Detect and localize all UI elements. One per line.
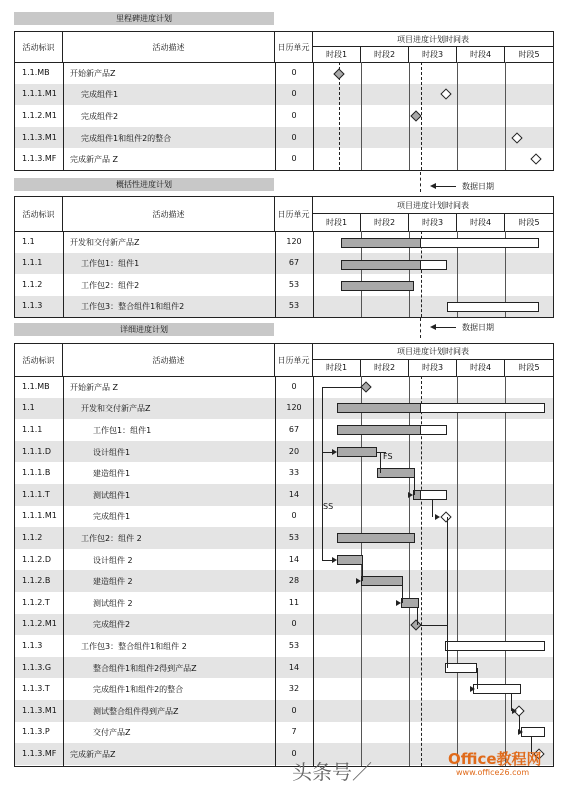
link-arrow	[408, 492, 413, 498]
header-phase-4: 时段4	[457, 47, 505, 62]
header-duration: 日历单元	[275, 197, 313, 231]
activity-id: 1.1.2.M1	[22, 619, 57, 629]
activity-desc: 完成组件2	[81, 111, 119, 121]
activity-id: 1.1.1	[22, 258, 43, 268]
activity-duration: 32	[288, 684, 300, 694]
activity-id: 1.1.3	[22, 301, 43, 311]
summary-bar-progress	[337, 425, 421, 435]
activity-id: 1.1.2.B	[22, 576, 51, 586]
table-row	[15, 700, 553, 722]
task-bar	[401, 598, 419, 608]
activity-desc: 工作包1：组件1	[81, 259, 140, 269]
activity-duration: 0	[291, 89, 297, 99]
header-phase-3: 时段3	[409, 47, 457, 62]
task-bar	[473, 684, 521, 694]
activity-desc: 完成组件1和组件2的整合	[93, 685, 184, 695]
activity-desc: 完成组件1和组件2的整合	[81, 133, 172, 143]
activity-duration: 14	[288, 554, 300, 564]
header-phase-1: 时段1	[313, 360, 361, 376]
header-phase-1: 时段1	[313, 47, 361, 62]
table-row	[15, 462, 553, 484]
activity-duration: 33	[288, 468, 300, 478]
milestone-table	[14, 31, 554, 171]
header-id: 活动标识	[15, 32, 63, 62]
table-header	[15, 197, 553, 232]
table-row	[15, 614, 553, 636]
activity-id: 1.1.MB	[22, 381, 50, 391]
table-header	[15, 32, 553, 63]
link-arrow	[396, 600, 401, 606]
header-phase-1: 时段1	[313, 214, 361, 231]
activity-duration: 53	[288, 301, 300, 311]
activity-id: 1.1.3.G	[22, 662, 52, 672]
task-bar	[337, 555, 363, 565]
header-phase-5: 时段5	[518, 218, 540, 227]
activity-duration: 53	[288, 532, 300, 542]
activity-duration: 0	[291, 132, 297, 142]
activity-id: 1.1.2.D	[22, 554, 52, 564]
header-desc: 活动描述	[63, 32, 275, 62]
activity-desc: 交付产品Z	[93, 728, 131, 738]
activity-id: 1.1.3.MF	[22, 748, 57, 758]
link-arrow	[512, 708, 517, 714]
table-row	[15, 722, 553, 744]
table-row	[15, 127, 553, 149]
activity-duration: 0	[291, 381, 297, 391]
summary-table	[14, 196, 554, 318]
activity-id: 1.1	[22, 403, 35, 413]
section-title-detail: 详细进度计划	[14, 323, 274, 336]
data-date-line	[420, 318, 421, 338]
activity-desc: 完成组件2	[93, 620, 131, 630]
table-row	[15, 419, 553, 441]
activity-duration: 0	[291, 748, 297, 758]
link-arrow	[356, 578, 361, 584]
task-bar	[521, 727, 545, 737]
activity-desc: 整合组件1和组件2得到产品Z	[93, 663, 197, 673]
header-desc: 活动描述	[63, 197, 275, 231]
activity-duration: 0	[291, 511, 297, 521]
activity-duration: 0	[291, 154, 297, 164]
link-arrow	[435, 514, 440, 520]
table-row	[15, 549, 553, 571]
activity-desc: 开发和交付新产品Z	[70, 237, 140, 247]
table-row	[15, 274, 553, 296]
watermark-url: www.office26.com	[456, 768, 530, 777]
header-duration: 日历单元	[275, 32, 313, 62]
summary-bar-progress	[337, 403, 421, 413]
section-title-milestone: 里程碑进度计划	[14, 12, 274, 25]
header-phase-5: 时段5	[518, 50, 540, 59]
data-date-label: 数据日期	[462, 323, 494, 332]
header-phase-5: 时段5	[518, 363, 540, 372]
link-arrow	[518, 729, 523, 735]
summary-bar	[341, 281, 414, 291]
activity-duration: 28	[288, 576, 300, 586]
header-phase-4: 时段4	[457, 360, 505, 376]
header-project-timeline: 项目进度计划时间表	[313, 197, 553, 214]
activity-desc: 设计组件1	[93, 447, 131, 457]
header-phase-3: 时段3	[409, 214, 457, 231]
activity-duration: 0	[291, 619, 297, 629]
activity-duration: 120	[286, 403, 302, 413]
summary-bar-progress	[341, 238, 421, 248]
data-date-label: 数据日期	[462, 182, 494, 191]
table-row	[15, 253, 553, 275]
activity-desc: 完成组件1	[93, 512, 131, 522]
watermark-text: 头条号／	[292, 760, 372, 784]
table-row	[15, 84, 553, 106]
activity-id: 1.1.2	[22, 532, 43, 542]
activity-desc: 完成新产品Z	[70, 749, 116, 759]
activity-duration: 0	[291, 705, 297, 715]
table-row	[15, 105, 553, 127]
activity-id: 1.1.1.M1	[22, 89, 57, 99]
activity-id: 1.1.MB	[22, 67, 50, 77]
activity-duration: 14	[288, 662, 300, 672]
activity-id: 1.1.2.M1	[22, 110, 57, 120]
detail-table	[14, 343, 554, 767]
header-desc: 活动描述	[63, 344, 275, 376]
section-title-summary: 概括性进度计划	[14, 178, 274, 191]
activity-id: 1.1.1	[22, 424, 43, 434]
data-date-line	[420, 172, 421, 192]
activity-desc: 建造组件 2	[93, 577, 133, 587]
activity-desc: 测试整合组件得到产品Z	[93, 706, 179, 716]
activity-desc: 测试组件 2	[93, 598, 133, 608]
activity-desc: 工作包3：整合组件1和组件 2	[81, 641, 187, 651]
activity-duration: 7	[291, 727, 297, 737]
activity-duration: 67	[288, 258, 300, 268]
fs-link-label: FS	[383, 452, 393, 461]
activity-id: 1.1.3.M1	[22, 705, 57, 715]
task-bar	[361, 576, 403, 586]
activity-desc: 工作包1：组件1	[93, 425, 152, 435]
activity-duration: 53	[288, 279, 300, 289]
header-phase-2: 时段2	[361, 360, 409, 376]
header-duration: 日历单元	[275, 344, 313, 376]
table-row	[15, 527, 553, 549]
activity-id: 1.1	[22, 236, 35, 246]
header-phase-2: 时段2	[361, 47, 409, 62]
activity-desc: 开始新产品Z	[70, 68, 116, 78]
table-row	[15, 506, 553, 528]
watermark-brand: Office教程网	[448, 750, 542, 768]
activity-desc: 测试组件1	[93, 490, 131, 500]
summary-bar	[447, 302, 539, 312]
summary-bar-progress	[341, 260, 421, 270]
link-arrow	[332, 557, 337, 563]
activity-desc: 工作包3：整合组件1和组件2	[81, 302, 185, 312]
activity-duration: 20	[288, 446, 300, 456]
activity-id: 1.1.2.T	[22, 597, 50, 607]
activity-desc: 完成组件1	[81, 90, 119, 100]
header-phase-2: 时段2	[361, 214, 409, 231]
summary-bar	[337, 533, 415, 543]
table-row	[15, 148, 553, 170]
activity-id: 1.1.3.T	[22, 684, 50, 694]
link-arrow	[332, 449, 337, 455]
activity-duration: 14	[288, 489, 300, 499]
ss-link-label: SS	[323, 502, 334, 511]
table-row	[15, 592, 553, 614]
header-phase-3: 时段3	[409, 360, 457, 376]
activity-duration: 67	[288, 424, 300, 434]
summary-bar	[445, 641, 545, 651]
activity-id: 1.1.1.B	[22, 468, 51, 478]
activity-duration: 120	[286, 236, 302, 246]
task-bar	[377, 468, 415, 478]
activity-duration: 11	[288, 597, 300, 607]
header-id: 活动标识	[15, 344, 63, 376]
activity-desc: 工作包2：组件2	[81, 280, 140, 290]
activity-duration: 0	[291, 110, 297, 120]
activity-id: 1.1.1.M1	[22, 511, 57, 521]
header-project-timeline: 项目进度计划时间表	[313, 344, 553, 360]
activity-id: 1.1.3.P	[22, 727, 50, 737]
table-row	[15, 62, 553, 84]
activity-desc: 开发和交付新产品Z	[81, 404, 151, 414]
task-bar	[337, 447, 377, 457]
table-row	[15, 441, 553, 463]
activity-id: 1.1.3.MF	[22, 154, 57, 164]
activity-duration: 0	[291, 67, 297, 77]
activity-desc: 完成新产品 Z	[70, 155, 119, 165]
link-arrow	[470, 686, 475, 692]
activity-id: 1.1.3	[22, 640, 43, 650]
header-id: 活动标识	[15, 197, 63, 231]
table-header	[15, 344, 553, 377]
activity-desc: 建造组件1	[93, 469, 131, 479]
activity-id: 1.1.1.T	[22, 489, 50, 499]
table-row	[15, 484, 553, 506]
task-bar	[445, 663, 477, 673]
header-phase-4: 时段4	[457, 214, 505, 231]
activity-desc: 开始新产品 Z	[70, 382, 119, 392]
activity-id: 1.1.1.D	[22, 446, 52, 456]
activity-desc: 工作包2：组件 2	[81, 533, 142, 543]
activity-duration: 53	[288, 640, 300, 650]
header-project-timeline: 项目进度计划时间表	[313, 32, 553, 47]
activity-id: 1.1.3.M1	[22, 132, 57, 142]
activity-id: 1.1.2	[22, 279, 43, 289]
activity-desc: 设计组件 2	[93, 555, 133, 565]
table-row	[15, 376, 553, 398]
table-row	[15, 570, 553, 592]
